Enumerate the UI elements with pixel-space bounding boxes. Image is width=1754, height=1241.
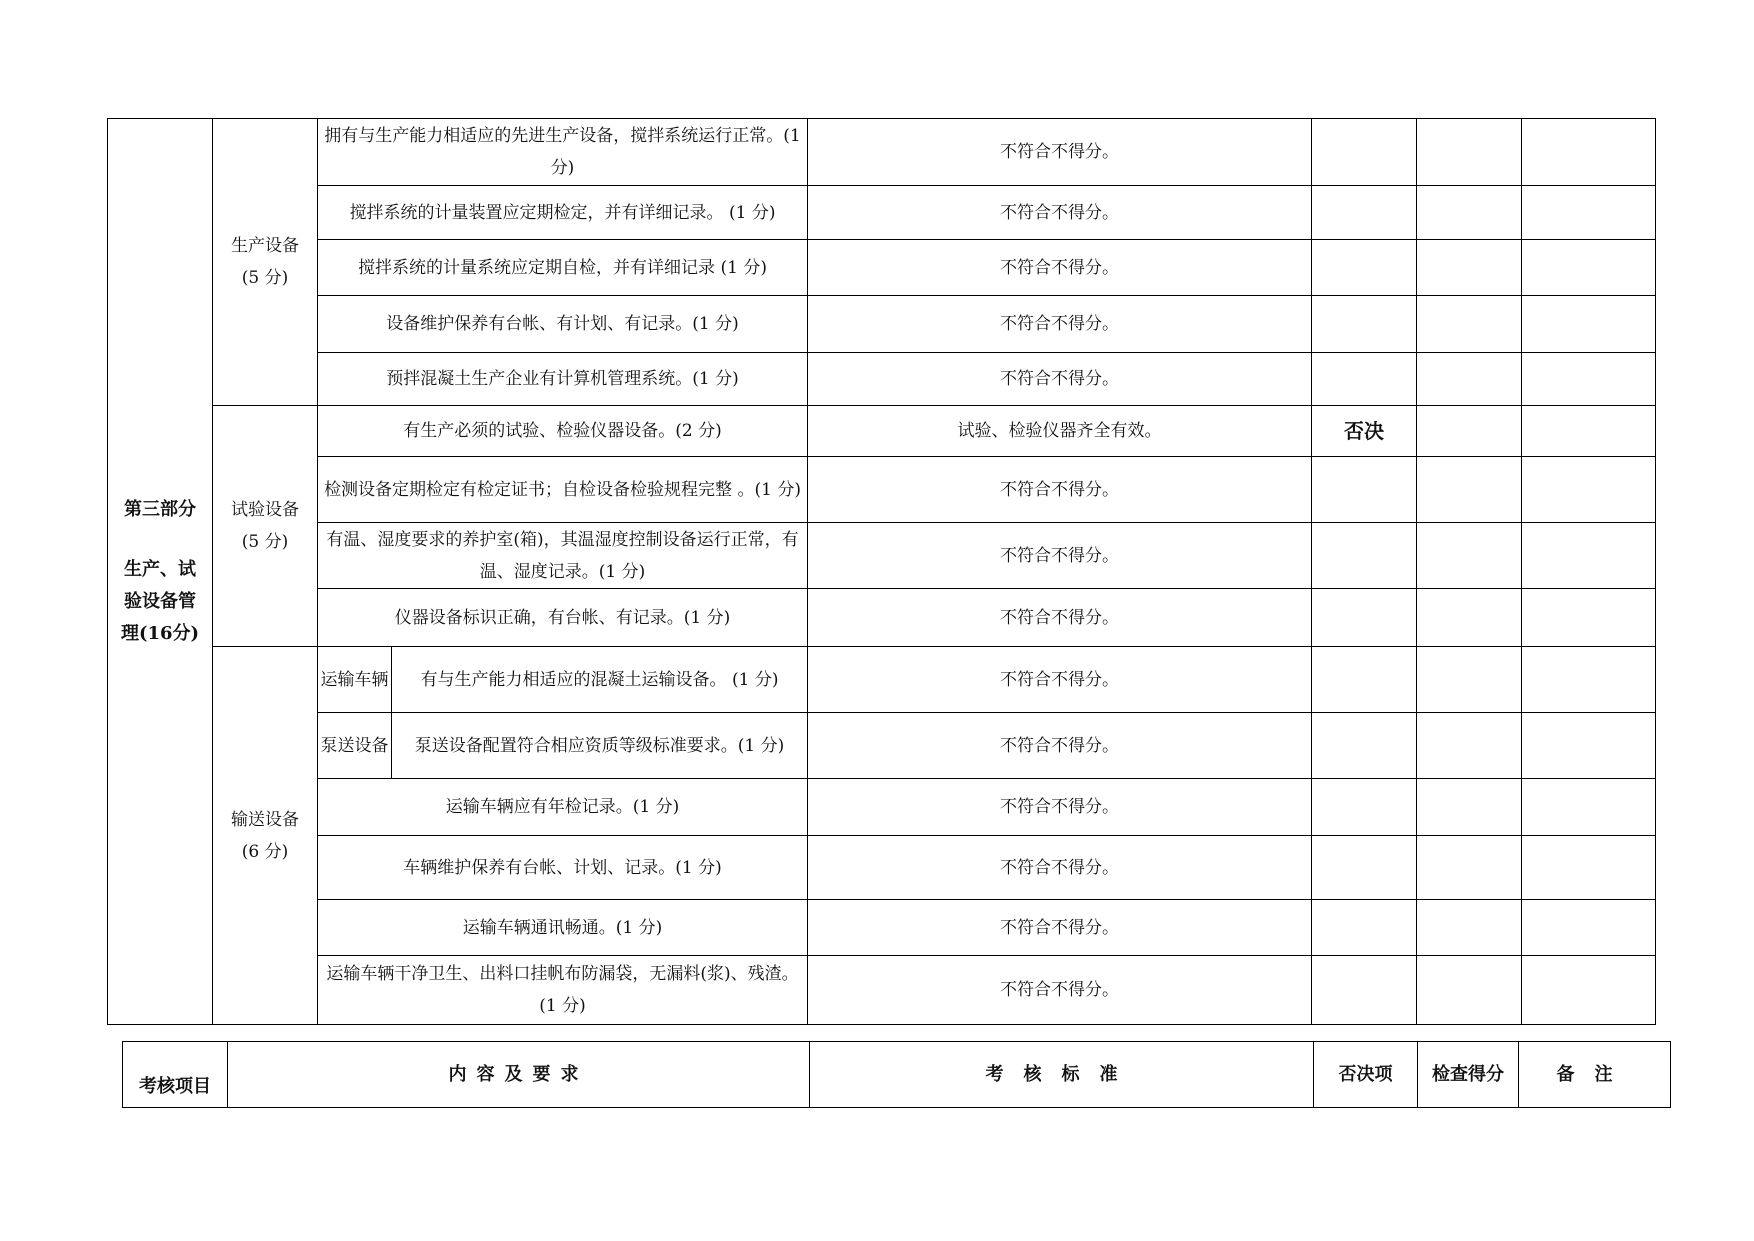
standard-cell: 不符合不得分。: [808, 779, 1312, 836]
content-cell: 仪器设备标识正确，有台帐、有记录。(1 分): [318, 589, 808, 647]
veto-cell: [1312, 186, 1417, 240]
veto-cell: [1312, 956, 1417, 1025]
veto-cell: [1312, 240, 1417, 296]
header-score: 检查得分: [1418, 1042, 1519, 1108]
table-row: [108, 186, 1656, 240]
score-cell: [1417, 119, 1522, 186]
header-row: [123, 1042, 1671, 1108]
table-row: [108, 713, 1656, 779]
standard-cell: 不符合不得分。: [808, 119, 1312, 186]
standard-cell: 不符合不得分。: [808, 240, 1312, 296]
score-cell: [1417, 240, 1522, 296]
remark-cell: [1522, 779, 1656, 836]
content-cell: 有与生产能力相适应的混凝土运输设备。 (1 分): [392, 647, 808, 713]
content-cell: 预拌混凝土生产企业有计算机管理系统。(1 分): [318, 353, 808, 406]
subcategory-cell: 运输车辆: [318, 647, 392, 713]
standard-cell: 不符合不得分。: [808, 589, 1312, 647]
veto-cell: [1312, 647, 1417, 713]
score-cell: [1417, 779, 1522, 836]
standard-cell: 不符合不得分。: [808, 647, 1312, 713]
standard-cell: 不符合不得分。: [808, 956, 1312, 1025]
standard-cell: 不符合不得分。: [808, 713, 1312, 779]
group-production: [213, 119, 318, 406]
group-points: (5 分): [241, 268, 289, 288]
standard-cell: 不符合不得分。: [808, 457, 1312, 523]
remark-cell: [1522, 296, 1656, 353]
table-row: [108, 523, 1656, 589]
remark-cell: [1522, 836, 1656, 900]
table-row: [108, 647, 1656, 713]
table-row: [108, 457, 1656, 523]
header-veto: 否决项: [1314, 1042, 1418, 1108]
veto-cell: [1312, 296, 1417, 353]
veto-cell: [1312, 713, 1417, 779]
header-standard: 考核标准: [810, 1042, 1314, 1108]
section-name-line: 验设备管: [124, 590, 196, 612]
standard-cell: 不符合不得分。: [808, 353, 1312, 406]
section-title: 第三部分: [124, 498, 196, 520]
remark-cell: [1522, 457, 1656, 523]
veto-cell: [1312, 589, 1417, 647]
table-row: [108, 900, 1656, 956]
standard-cell: 试验、检验仪器齐全有效。: [808, 406, 1312, 457]
standard-cell: 不符合不得分。: [808, 296, 1312, 353]
standard-cell: 不符合不得分。: [808, 900, 1312, 956]
remark-cell: [1522, 647, 1656, 713]
section-name-line: 生产、试: [124, 558, 196, 580]
score-cell: [1417, 589, 1522, 647]
score-cell: [1417, 647, 1522, 713]
content-cell: 搅拌系统的计量装置应定期检定，并有详细记录。 (1 分): [318, 186, 808, 240]
content-cell: 车辆维护保养有台帐、计划、记录。(1 分): [318, 836, 808, 900]
score-cell: [1417, 523, 1522, 589]
content-cell: 拥有与生产能力相适应的先进生产设备，搅拌系统运行正常。(1 分): [318, 119, 808, 186]
score-cell: [1417, 956, 1522, 1025]
remark-cell: [1522, 406, 1656, 457]
standard-cell: 不符合不得分。: [808, 836, 1312, 900]
veto-cell: [1312, 457, 1417, 523]
group-testing: [213, 406, 318, 647]
group-label: 输送设备: [231, 809, 299, 830]
remark-cell: [1522, 186, 1656, 240]
table-row: [108, 240, 1656, 296]
remark-cell: [1522, 956, 1656, 1025]
content-cell: 运输车辆通讯畅通。(1 分): [318, 900, 808, 956]
remark-cell: [1522, 713, 1656, 779]
group-points: (5 分): [241, 532, 289, 552]
remark-cell: [1522, 900, 1656, 956]
score-cell: [1417, 713, 1522, 779]
section-cell: [108, 119, 213, 1025]
remark-cell: [1522, 523, 1656, 589]
section-name-line: 理(16分): [120, 622, 200, 644]
assessment-table: [107, 118, 1656, 1025]
score-cell: [1417, 836, 1522, 900]
standard-cell: 不符合不得分。: [808, 523, 1312, 589]
score-cell: [1417, 406, 1522, 457]
subcategory-cell: 泵送设备: [318, 713, 392, 779]
content-cell: 运输车辆应有年检记录。(1 分): [318, 779, 808, 836]
table-row: [108, 836, 1656, 900]
table-row: [108, 353, 1656, 406]
header-remark: 备注: [1519, 1042, 1671, 1108]
table-row: [108, 406, 1656, 457]
veto-cell: [1312, 353, 1417, 406]
table-row: [108, 956, 1656, 1025]
content-cell: 有温、湿度要求的养护室(箱)，其温湿度控制设备运行正常，有温、湿度记录。(1 分): [318, 523, 808, 589]
veto-cell: [1312, 900, 1417, 956]
veto-cell: [1312, 836, 1417, 900]
veto-cell: [1312, 119, 1417, 186]
header-content: 内容及要求: [228, 1042, 810, 1108]
score-cell: [1417, 900, 1522, 956]
score-cell: [1417, 353, 1522, 406]
group-label: 试验设备: [231, 500, 299, 520]
header-project: 考核项目: [123, 1042, 228, 1108]
remark-cell: [1522, 353, 1656, 406]
group-label: 生产设备: [231, 236, 299, 256]
veto-cell: [1312, 779, 1417, 836]
veto-cell: 否决: [1312, 406, 1417, 457]
table-row: [108, 589, 1656, 647]
score-cell: [1417, 186, 1522, 240]
veto-cell: [1312, 523, 1417, 589]
content-cell: 搅拌系统的计量系统应定期自检，并有详细记录 (1 分): [318, 240, 808, 296]
score-cell: [1417, 457, 1522, 523]
content-cell: 设备维护保养有台帐、有计划、有记录。(1 分): [318, 296, 808, 353]
remark-cell: [1522, 240, 1656, 296]
content-cell: 运输车辆干净卫生、出料口挂帆布防漏袋，无漏料(浆)、残渣。(1 分): [318, 956, 808, 1025]
column-header-table: [122, 1041, 1671, 1108]
content-cell: 检测设备定期检定有检定证书；自检设备检验规程完整 。(1 分): [318, 457, 808, 523]
remark-cell: [1522, 589, 1656, 647]
standard-cell: 不符合不得分。: [808, 186, 1312, 240]
group-transport: [213, 647, 318, 1025]
table-row: [108, 779, 1656, 836]
remark-cell: [1522, 119, 1656, 186]
group-points: (6 分): [241, 841, 289, 862]
content-cell: 泵送设备配置符合相应资质等级标准要求。(1 分): [392, 713, 808, 779]
table-row: [108, 119, 1656, 186]
content-cell: 有生产必须的试验、检验仪器设备。(2 分): [318, 406, 808, 457]
table-row: [108, 296, 1656, 353]
score-cell: [1417, 296, 1522, 353]
